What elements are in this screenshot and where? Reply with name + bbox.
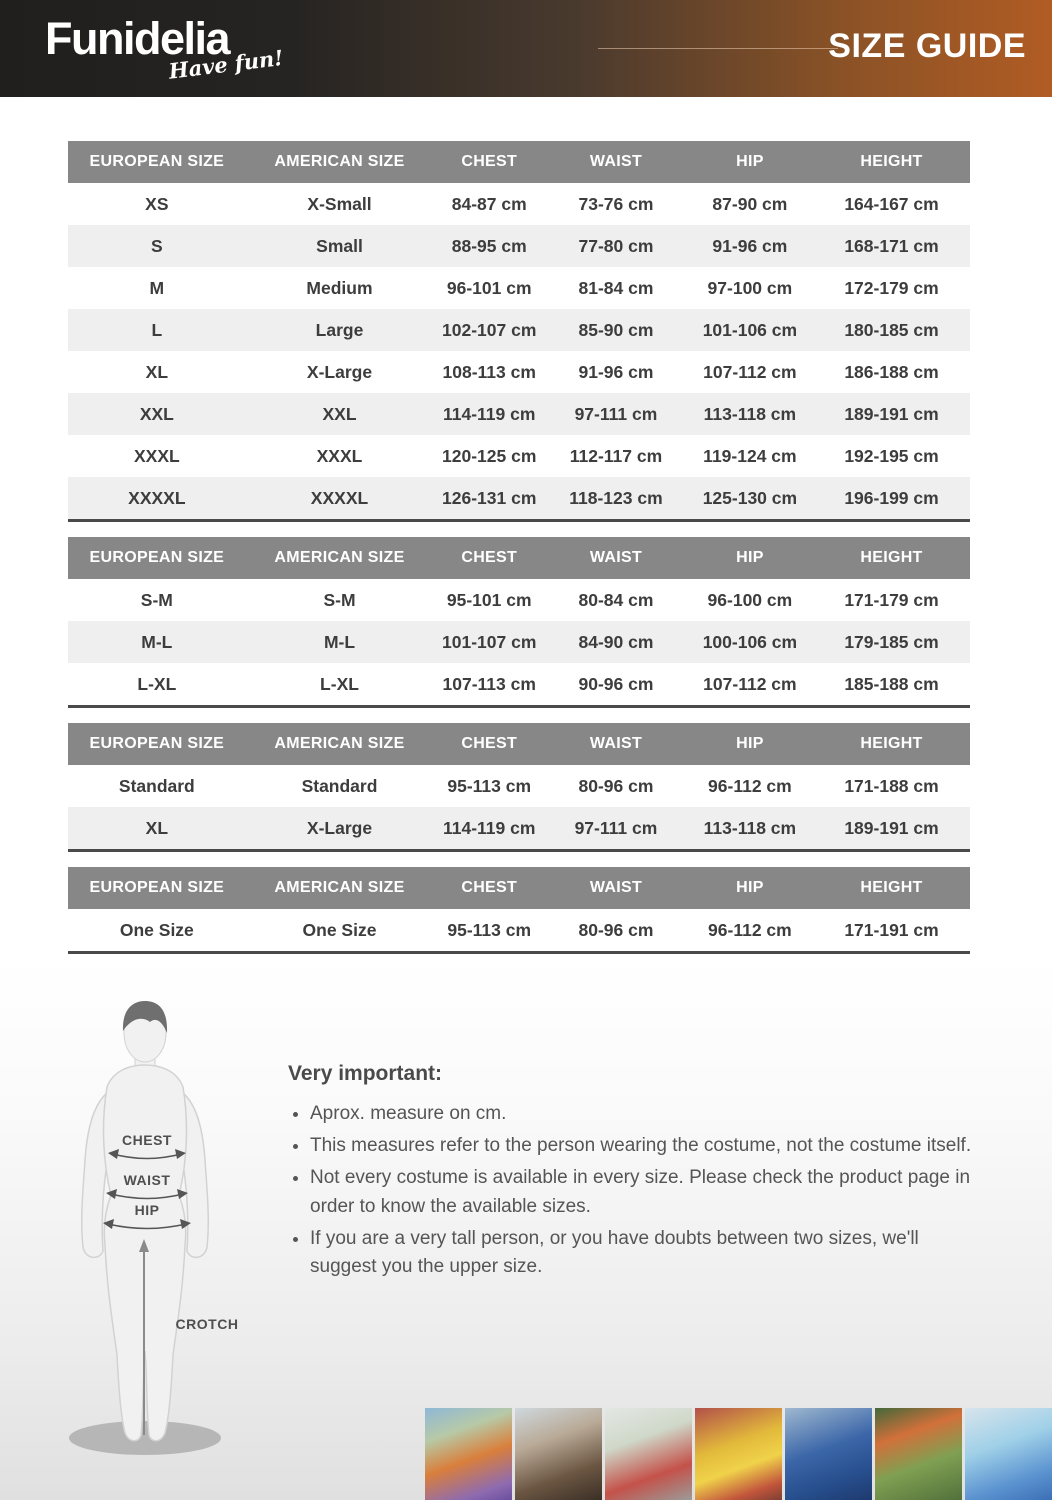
table-cell: X-Small	[307, 193, 372, 214]
table-cell: S-M	[323, 589, 356, 610]
table-row	[68, 225, 970, 267]
table-cell: One Size	[302, 919, 377, 940]
table-cell: M-L	[141, 631, 173, 652]
table-cell: One Size	[119, 919, 194, 940]
table-cell: 168-171 cm	[844, 235, 939, 256]
table-cell: Standard	[301, 775, 378, 796]
size-table-standard-xl	[68, 723, 970, 852]
table-cell: 172-179 cm	[844, 277, 939, 298]
size-tables-area	[68, 141, 970, 969]
table-row	[68, 393, 970, 435]
table-cell: 108-113 cm	[442, 361, 536, 382]
column-header: HEIGHT	[813, 867, 970, 909]
table-row	[68, 309, 970, 351]
column-header: CHEST	[433, 537, 545, 579]
column-header: WAIST	[545, 537, 687, 579]
table-row	[68, 663, 970, 707]
size-table-combined-sizes	[68, 537, 970, 708]
size-table-one-size	[68, 867, 970, 954]
column-header: EUROPEAN SIZE	[68, 537, 246, 579]
table-row	[68, 765, 970, 807]
table-cell: 87-90 cm	[712, 193, 788, 214]
table-row	[68, 477, 970, 521]
table-cell: 77-80 cm	[578, 235, 654, 256]
table-cell: 95-113 cm	[447, 919, 532, 940]
table-cell: 107-113 cm	[442, 673, 536, 694]
column-header: HIP	[687, 723, 813, 765]
table-cell: 97-111 cm	[574, 817, 658, 838]
table-row	[68, 909, 970, 953]
table-cell: 114-119 cm	[442, 403, 536, 424]
table-cell: 91-96 cm	[712, 235, 788, 256]
power-rangers-costume-photo	[605, 1408, 692, 1500]
table-cell: 118-123 cm	[569, 487, 663, 508]
column-header: AMERICAN SIZE	[246, 141, 434, 183]
hip-label: HIP	[134, 1202, 160, 1218]
table-cell: 90-96 cm	[578, 673, 654, 694]
table-cell: XXL	[139, 403, 174, 424]
table-cell: 113-118 cm	[703, 817, 797, 838]
table-cell: 107-112 cm	[703, 673, 797, 694]
column-header: AMERICAN SIZE	[246, 537, 434, 579]
table-cell: 97-100 cm	[707, 277, 793, 298]
note-item: • Not every costume is available in every size. Please check the product page in order to know the available sizes.	[310, 1164, 980, 1222]
chest-label: CHEST	[122, 1132, 172, 1148]
note-item: • This measures refer to the person wearing the costume, not the costume itself.	[310, 1132, 980, 1161]
dragon-ball-master-roshi-costume-photo	[425, 1408, 512, 1500]
table-cell: Medium	[306, 277, 373, 298]
table-cell: 97-111 cm	[574, 403, 658, 424]
body-measurement-diagram	[55, 995, 270, 1460]
waist-label: WAIST	[123, 1172, 171, 1188]
table-cell: XS	[145, 193, 169, 214]
table-cell: 81-84 cm	[578, 277, 654, 298]
street-fighter-blanka-costume-photo	[875, 1408, 962, 1500]
table-header-row	[68, 867, 970, 909]
column-header: HIP	[687, 141, 813, 183]
column-header: CHEST	[433, 141, 545, 183]
table-cell: XXXXL	[128, 487, 186, 508]
table-cell: 189-191 cm	[844, 817, 939, 838]
table-cell: 114-119 cm	[442, 817, 536, 838]
table-cell: L-XL	[137, 673, 177, 694]
size-table-letter-sizes	[68, 141, 970, 522]
column-header: HEIGHT	[813, 141, 970, 183]
table-cell: 171-179 cm	[844, 589, 939, 610]
table-cell: M-L	[323, 631, 356, 652]
star-wars-chewbacca-costume-photo	[515, 1408, 602, 1500]
table-cell: 96-112 cm	[708, 775, 792, 796]
table-row	[68, 267, 970, 309]
table-cell: XL	[145, 817, 169, 838]
table-cell: 101-107 cm	[442, 631, 537, 652]
table-row	[68, 183, 970, 225]
note-item: • Aprox. measure on cm.	[310, 1100, 980, 1129]
table-cell: 180-185 cm	[844, 319, 939, 340]
table-cell: 88-95 cm	[451, 235, 527, 256]
table-row	[68, 621, 970, 663]
table-cell: Large	[315, 319, 364, 340]
column-header: CHEST	[433, 723, 545, 765]
table-cell: 84-90 cm	[578, 631, 654, 652]
table-cell: 96-112 cm	[708, 919, 792, 940]
costume-photo-strip	[425, 1408, 1052, 1500]
important-notes	[288, 1062, 980, 1285]
table-cell: 192-195 cm	[844, 445, 939, 466]
header-banner	[0, 0, 1052, 97]
table-cell: L	[151, 319, 163, 340]
table-cell: 107-112 cm	[703, 361, 797, 382]
table-cell: 113-118 cm	[703, 403, 797, 424]
table-cell: 95-101 cm	[446, 589, 532, 610]
column-header: EUROPEAN SIZE	[68, 141, 246, 183]
table-row	[68, 351, 970, 393]
table-cell: Standard	[118, 775, 195, 796]
table-cell: 189-191 cm	[844, 403, 939, 424]
table-cell: 179-185 cm	[844, 631, 939, 652]
table-cell: X-Large	[306, 361, 373, 382]
column-header: HEIGHT	[813, 723, 970, 765]
table-cell: 85-90 cm	[578, 319, 654, 340]
funidelia-logo	[45, 13, 290, 84]
table-cell: L-XL	[320, 673, 359, 694]
table-cell: XL	[145, 361, 169, 382]
table-cell: Small	[316, 235, 363, 256]
logo-tagline: Have fun!	[167, 44, 285, 84]
pac-man-ghosts-costume-photo	[695, 1408, 782, 1500]
table-cell: S	[151, 235, 163, 256]
header-divider-line	[598, 48, 838, 49]
table-cell: 171-188 cm	[844, 775, 939, 796]
page-title: SIZE GUIDE	[828, 27, 1026, 65]
table-cell: 126-131 cm	[442, 487, 537, 508]
table-cell: 112-117 cm	[569, 445, 663, 466]
table-cell: XXXL	[133, 445, 180, 466]
table-cell: 125-130 cm	[702, 487, 798, 508]
smurfs-family-costume-photo	[965, 1408, 1052, 1500]
pj-masks-catboy-costume-photo	[785, 1408, 872, 1500]
table-header-row	[68, 723, 970, 765]
column-header: EUROPEAN SIZE	[68, 723, 246, 765]
table-cell: 96-100 cm	[707, 589, 793, 610]
table-cell: 95-113 cm	[447, 775, 532, 796]
column-header: AMERICAN SIZE	[246, 723, 434, 765]
notes-list	[288, 1100, 980, 1282]
table-header-row	[68, 141, 970, 183]
table-row	[68, 435, 970, 477]
info-section	[0, 957, 1052, 1500]
table-cell: 196-199 cm	[844, 487, 939, 508]
column-header: WAIST	[545, 141, 687, 183]
note-item: • If you are a very tall person, or you have doubts between two sizes, we'll suggest you the upper size.	[310, 1225, 980, 1283]
table-cell: 186-188 cm	[844, 361, 939, 382]
table-cell: 73-76 cm	[578, 193, 654, 214]
table-cell: S-M	[140, 589, 173, 610]
table-row	[68, 807, 970, 851]
table-cell: 96-101 cm	[446, 277, 532, 298]
crotch-label: CROTCH	[175, 1316, 239, 1332]
table-cell: XXXL	[316, 445, 363, 466]
column-header: WAIST	[545, 723, 687, 765]
table-header-row	[68, 537, 970, 579]
notes-title: Very important:	[288, 1062, 443, 1085]
table-cell: 80-84 cm	[578, 589, 654, 610]
table-cell: XXL	[322, 403, 357, 424]
table-cell: 91-96 cm	[578, 361, 654, 382]
column-header: HEIGHT	[813, 537, 970, 579]
table-cell: X-Large	[306, 817, 373, 838]
column-header: WAIST	[545, 867, 687, 909]
logo-wordmark: Funidelia	[45, 13, 230, 64]
table-cell: 80-96 cm	[578, 919, 654, 940]
table-cell: 119-124 cm	[703, 445, 797, 466]
column-header: HIP	[687, 867, 813, 909]
table-cell: 100-106 cm	[702, 631, 798, 652]
table-cell: M	[149, 277, 165, 298]
column-header: AMERICAN SIZE	[246, 867, 434, 909]
table-cell: 171-191 cm	[844, 919, 939, 940]
table-cell: 120-125 cm	[442, 445, 537, 466]
table-row	[68, 579, 970, 621]
table-cell: 84-87 cm	[451, 193, 527, 214]
table-cell: 80-96 cm	[578, 775, 654, 796]
table-cell: 185-188 cm	[844, 673, 939, 694]
table-cell: 102-107 cm	[442, 319, 537, 340]
table-cell: 101-106 cm	[702, 319, 798, 340]
column-header: CHEST	[433, 867, 545, 909]
table-cell: 164-167 cm	[844, 193, 939, 214]
column-header: HIP	[687, 537, 813, 579]
column-header: EUROPEAN SIZE	[68, 867, 246, 909]
table-cell: XXXXL	[310, 487, 369, 508]
